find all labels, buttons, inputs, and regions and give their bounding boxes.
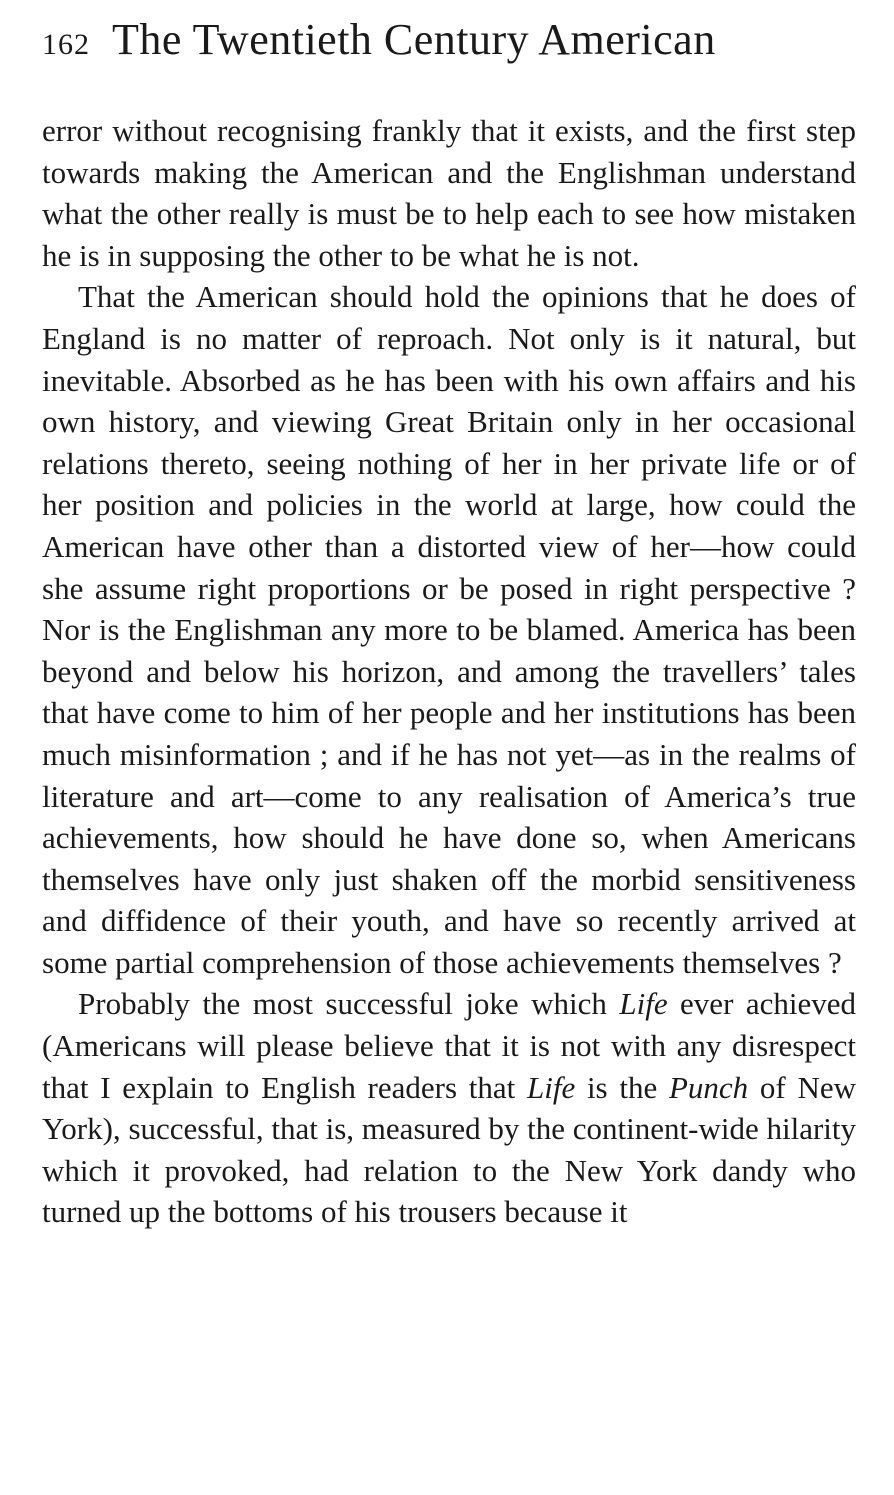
page-number: 162 [42, 28, 90, 61]
paragraph-2: That the American should hold the opinions that he does of England is no matter of reproach. Not only is it natural, but inevitable. Absorbed as he has been with his own affairs and his own history, and viewing Great Britain only in her occasional relations thereto, seeing nothing of her in her private life or of her position and policies in the world at large, how could the American have other than a distorted view of her—how could she assume right proportions or be posed in right perspective ? Nor is the Englishman any more to be blamed. America has been beyond and below his horizon, and among the travellers’ tales that have come to him of her people and her institutions has been much misinformation ; and if he has not yet—as in the realms of literature and art—come to any realisation of America’s true achievements, how should he have done so, when Americans themselves have only just shaken off the morbid sensitiveness and diffidence of their youth, and have so recently arrived at some partial comprehension of those achievements themselves ? [42, 279, 856, 980]
page-header [42, 14, 856, 70]
italic-punch: Punch [668, 1069, 749, 1105]
paragraph-3-text-e: is the [575, 1069, 669, 1105]
italic-life-2: Life [526, 1069, 576, 1105]
italic-life-1: Life [619, 986, 668, 1022]
paragraph-3-text-a: Probably the most successful joke which [78, 986, 620, 1022]
paragraph-1: error without recognising frankly that it exists, and the first step towards making the American and the Englishman understand what the other really is must be to help each to see how mistaken he is in supposing the other to be what he is not. [42, 113, 856, 273]
running-title: The Twentieth Century American [112, 15, 716, 64]
paragraph-3 [42, 983, 856, 1233]
paragraph-3-text-g: of New York), successful, that is, measured by the continent-wide hilarity which it provoked, had relation to the New York dandy who turned up the bottoms of his trousers because it [42, 1069, 856, 1230]
paragraph-3-text-c: ever achieved (Americans will please believe that it is not with any disrespect that I explain to English readers that [42, 986, 856, 1105]
book-page [42, 14, 856, 1233]
